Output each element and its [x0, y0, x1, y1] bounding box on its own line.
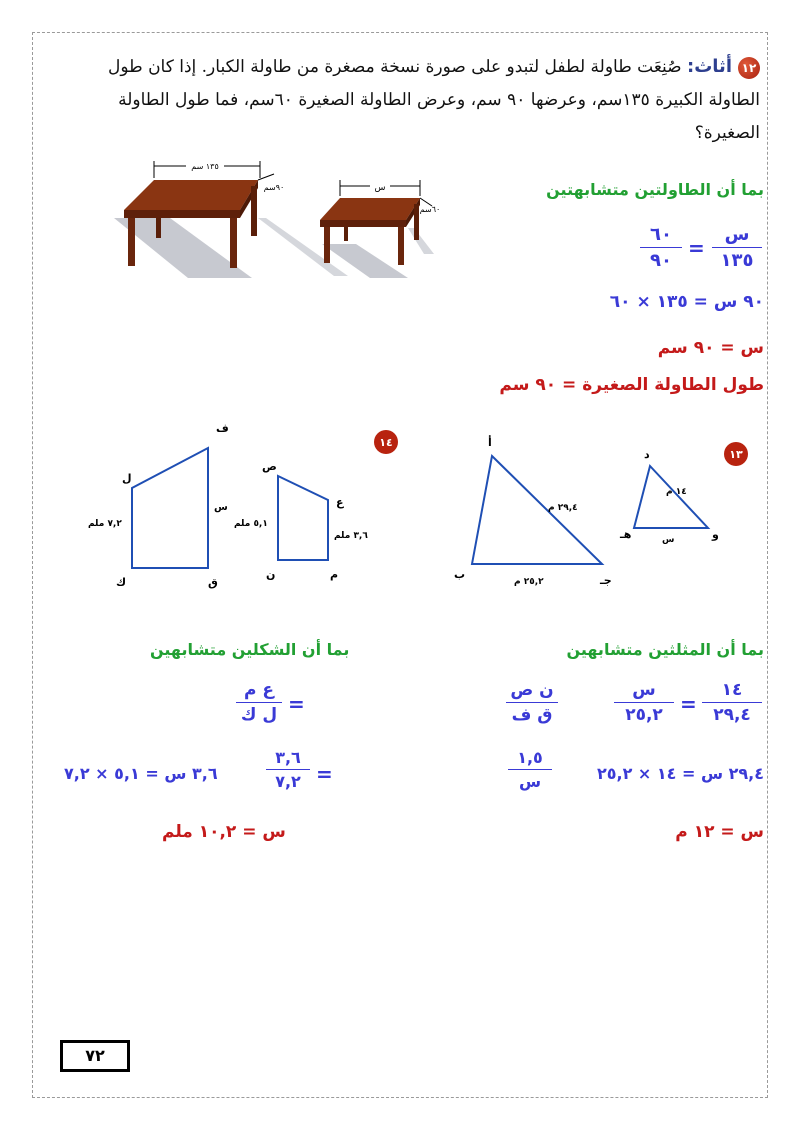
- small-tri-side-label: ١٤ م: [666, 487, 687, 497]
- big-tri-side-label: ٢٩,٤ م: [548, 503, 578, 513]
- p12-frac-right-den: ١٣٥: [720, 250, 754, 271]
- p13-equals: =: [680, 692, 697, 716]
- problem-12-number: ١٢: [738, 57, 760, 79]
- big-tri-vertex-right: جـ: [600, 574, 612, 587]
- p14-equals-1: =: [288, 692, 305, 716]
- small-table-width-label: ٦٠سم: [419, 205, 441, 214]
- p12-frac-left-den: ٩٠: [650, 250, 672, 271]
- problem-13-number: ١٣: [729, 448, 743, 461]
- problem-14-number: ١٤: [379, 436, 393, 449]
- p14-answer: س = ١٠,٢ ملم: [162, 822, 286, 842]
- problem-14-heading: بما أن الشكلين متشابهين: [150, 640, 350, 659]
- p13-frac4-den: س: [518, 772, 542, 791]
- p13-fraction-4: [508, 748, 552, 791]
- p13-fraction-2: [614, 680, 674, 725]
- p13-frac4-num: ١,٥: [508, 748, 552, 770]
- small-v-bottom-left: ن: [266, 568, 276, 581]
- big-tri-vertex-left: ب: [454, 568, 466, 581]
- p13-frac3-num: ن ص: [506, 680, 558, 703]
- p14-fraction-1: [236, 680, 282, 725]
- p14-fraction-2: [266, 748, 310, 791]
- p12-equation-line3: س = ٩٠ سم: [657, 338, 764, 358]
- small-tri-base-label: س: [662, 535, 675, 545]
- p13-fraction-1: [702, 680, 762, 725]
- small-tri-vertex-left: هـ: [620, 528, 632, 541]
- p12-equals: =: [688, 236, 705, 260]
- p12-frac-left-num: ٦٠: [640, 224, 682, 248]
- page-number: ٧٢: [60, 1040, 130, 1072]
- p12-fraction-left: [640, 224, 682, 271]
- big-tri-vertex-top: أ: [488, 436, 492, 449]
- small-right-label: ٣,٦ ملم: [334, 531, 368, 541]
- big-v-left-top: ل: [122, 472, 132, 485]
- p13-frac2-den: ٢٥,٢: [625, 705, 663, 725]
- problem-12-body: صُنِعَت طاولة لطفل لتبدو على صورة نسخة مصغرة من طاولة الكبار. إذا كان طول الطاولة الكبيرة ١٣٥سم، وعرضها ٩٠ سم، وعرض الطاولة الصغيرة ٦٠سم، فما طول الطاولة الصغيرة؟: [108, 57, 760, 143]
- problem-13-heading: بما أن المثلثين متشابهين: [566, 640, 764, 659]
- p13-frac1-den: ٢٩,٤: [713, 705, 751, 725]
- big-v-bottom-right: ق: [208, 576, 218, 589]
- p14-equation-line2: ٣,٦ س = ٥,١ × ٧,٢: [64, 764, 218, 783]
- small-tri-vertex-right: و: [712, 528, 719, 541]
- big-tri-base-label: ٢٥,٢ م: [514, 577, 544, 587]
- p12-equation-line2: ٩٠ س = ١٣٥ × ٦٠: [609, 292, 764, 312]
- p14-equals-2: =: [316, 762, 333, 786]
- small-tri-vertex-top: د: [644, 448, 650, 461]
- p14-frac1-den: ل ك: [240, 705, 278, 725]
- big-right-label: س: [214, 502, 228, 513]
- p14-frac1-num: ع م: [236, 680, 282, 703]
- small-left-label: ٥,١ ملم: [234, 519, 268, 529]
- small-v-top: ص: [262, 460, 277, 473]
- p13-equation-line2: ٢٩,٤ س = ١٤ × ٢٥,٢: [596, 764, 764, 783]
- p13-frac2-num: س: [614, 680, 674, 703]
- p12-answer: طول الطاولة الصغيرة = ٩٠ سم: [499, 375, 764, 395]
- p13-fraction-3: [506, 680, 558, 725]
- triangles-figure: [440, 430, 770, 590]
- p14-frac2-den: ٧,٢: [275, 772, 301, 791]
- big-table-length-label: ١٣٥ سم: [191, 162, 219, 171]
- p12-fraction-right: [712, 224, 762, 271]
- p13-frac1-num: ١٤: [702, 680, 762, 703]
- big-v-top: ف: [216, 422, 229, 435]
- big-left-label: ٧,٢ ملم: [88, 519, 122, 529]
- problem-12-keyword: أثاث:: [687, 56, 732, 77]
- small-v-right-top: ع: [336, 496, 344, 509]
- p13-frac3-den: ق ف: [511, 705, 553, 725]
- p14-frac2-num: ٣,٦: [266, 748, 310, 770]
- tables-figure: [108, 150, 448, 280]
- big-table-width-label: ٩٠سم: [263, 183, 285, 192]
- quadrilaterals-figure: [80, 418, 420, 598]
- p12-frac-right-num: س: [712, 224, 762, 248]
- small-v-bottom-right: م: [330, 568, 339, 581]
- small-table-length-label: س: [374, 183, 386, 193]
- big-v-bottom-left: ك: [116, 576, 127, 589]
- problem-12-text: [70, 50, 760, 150]
- problem-12-heading: بما أن الطاولتين متشابهتين: [546, 180, 764, 199]
- p13-answer: س = ١٢ م: [675, 822, 764, 842]
